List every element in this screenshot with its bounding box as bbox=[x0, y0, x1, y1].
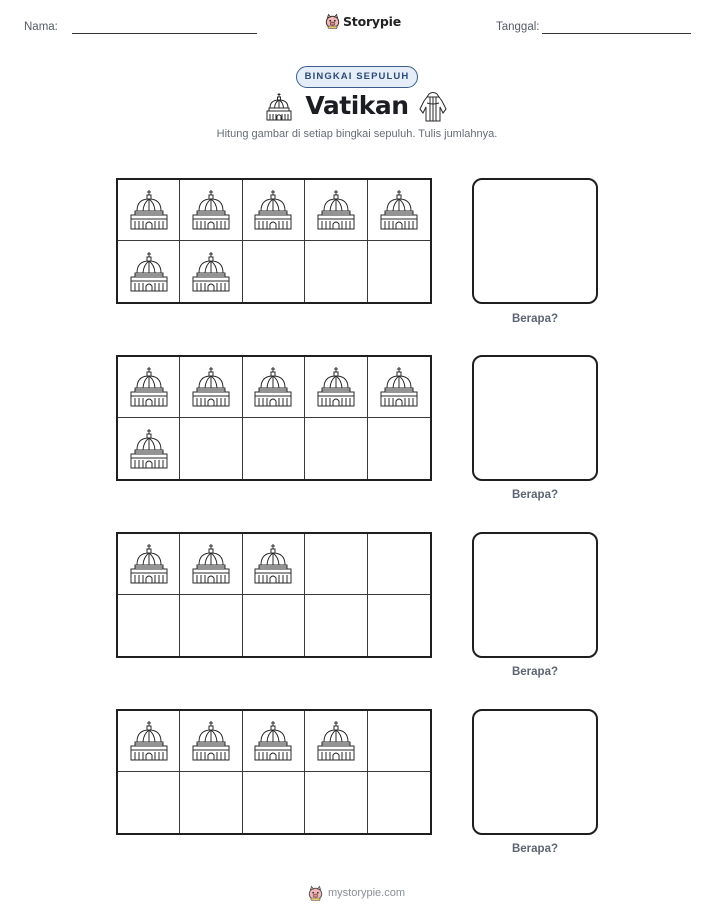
basilica-dome-icon bbox=[253, 543, 293, 585]
basilica-dome-icon bbox=[191, 366, 231, 408]
answer-box-1[interactable] bbox=[472, 178, 598, 304]
frame-cell bbox=[368, 418, 430, 479]
date-label: Tanggal: bbox=[496, 21, 540, 33]
basilica-dome-icon bbox=[265, 92, 293, 122]
frame-cell bbox=[118, 357, 180, 418]
instructions-text: Hitung gambar di setiap bingkai sepuluh. Tulis jumlahnya. bbox=[216, 128, 498, 140]
pig-mascot-icon bbox=[308, 885, 323, 901]
how-many-label-4: Berapa? bbox=[511, 843, 559, 855]
basilica-dome-icon bbox=[316, 366, 356, 408]
frame-cell bbox=[243, 772, 305, 833]
basilica-dome-icon bbox=[191, 720, 231, 762]
frame-cell bbox=[118, 241, 180, 302]
ten-frame-1 bbox=[116, 178, 432, 304]
answer-box-3[interactable] bbox=[472, 532, 598, 658]
frame-cell bbox=[368, 534, 430, 595]
frame-cell bbox=[243, 357, 305, 418]
frame-cell bbox=[305, 357, 367, 418]
frame-cell bbox=[243, 595, 305, 656]
brand-logo bbox=[325, 13, 401, 29]
frame-cell bbox=[118, 711, 180, 772]
basilica-dome-icon bbox=[379, 366, 419, 408]
brand-name: Storypie bbox=[343, 13, 401, 29]
frame-cell bbox=[368, 241, 430, 302]
frame-cell bbox=[180, 595, 242, 656]
date-line[interactable] bbox=[542, 33, 691, 34]
basilica-dome-icon bbox=[191, 189, 231, 231]
how-many-label-3: Berapa? bbox=[511, 666, 559, 678]
basilica-dome-icon bbox=[316, 720, 356, 762]
frame-cell bbox=[118, 595, 180, 656]
basilica-dome-icon bbox=[191, 543, 231, 585]
footer-url: mystorypie.com bbox=[328, 887, 406, 899]
basilica-dome-icon bbox=[191, 251, 231, 293]
page-title: Vatikan bbox=[305, 91, 409, 120]
frame-cell bbox=[243, 711, 305, 772]
basilica-dome-icon bbox=[129, 428, 169, 470]
frame-cell bbox=[368, 595, 430, 656]
basilica-dome-icon bbox=[129, 251, 169, 293]
frame-cell bbox=[118, 418, 180, 479]
basilica-dome-icon bbox=[129, 366, 169, 408]
name-line[interactable] bbox=[72, 33, 257, 34]
ten-frame-2 bbox=[116, 355, 432, 481]
frame-cell bbox=[180, 534, 242, 595]
frame-cell bbox=[305, 241, 367, 302]
ten-frame-4 bbox=[116, 709, 432, 835]
frame-cell bbox=[180, 357, 242, 418]
frame-cell bbox=[305, 534, 367, 595]
frame-cell bbox=[305, 595, 367, 656]
frame-cell bbox=[118, 772, 180, 833]
frame-cell bbox=[118, 534, 180, 595]
frame-cell bbox=[368, 180, 430, 241]
frame-cell bbox=[305, 772, 367, 833]
worksheet-type-badge: BINGKAI SEPULUH bbox=[296, 66, 418, 88]
frame-cell bbox=[180, 711, 242, 772]
basilica-dome-icon bbox=[253, 720, 293, 762]
frame-cell bbox=[180, 418, 242, 479]
basilica-dome-icon bbox=[316, 189, 356, 231]
frame-cell bbox=[243, 418, 305, 479]
how-many-label-1: Berapa? bbox=[511, 313, 559, 325]
frame-cell bbox=[305, 711, 367, 772]
frame-cell bbox=[368, 772, 430, 833]
footer bbox=[308, 885, 405, 901]
ten-frame-3 bbox=[116, 532, 432, 658]
frame-cell bbox=[118, 180, 180, 241]
swiss-guard-uniform-icon bbox=[418, 91, 448, 123]
frame-cell bbox=[243, 241, 305, 302]
frame-cell bbox=[180, 180, 242, 241]
frame-cell bbox=[180, 772, 242, 833]
answer-box-4[interactable] bbox=[472, 709, 598, 835]
basilica-dome-icon bbox=[129, 720, 169, 762]
basilica-dome-icon bbox=[129, 543, 169, 585]
basilica-dome-icon bbox=[253, 189, 293, 231]
frame-cell bbox=[368, 357, 430, 418]
basilica-dome-icon bbox=[253, 366, 293, 408]
frame-cell bbox=[305, 418, 367, 479]
frame-cell bbox=[180, 241, 242, 302]
frame-cell bbox=[243, 534, 305, 595]
pig-mascot-icon bbox=[325, 13, 340, 29]
basilica-dome-icon bbox=[379, 189, 419, 231]
frame-cell bbox=[368, 711, 430, 772]
frame-cell bbox=[305, 180, 367, 241]
how-many-label-2: Berapa? bbox=[511, 489, 559, 501]
basilica-dome-icon bbox=[129, 189, 169, 231]
frame-cell bbox=[243, 180, 305, 241]
name-label: Nama: bbox=[24, 21, 58, 33]
answer-box-2[interactable] bbox=[472, 355, 598, 481]
